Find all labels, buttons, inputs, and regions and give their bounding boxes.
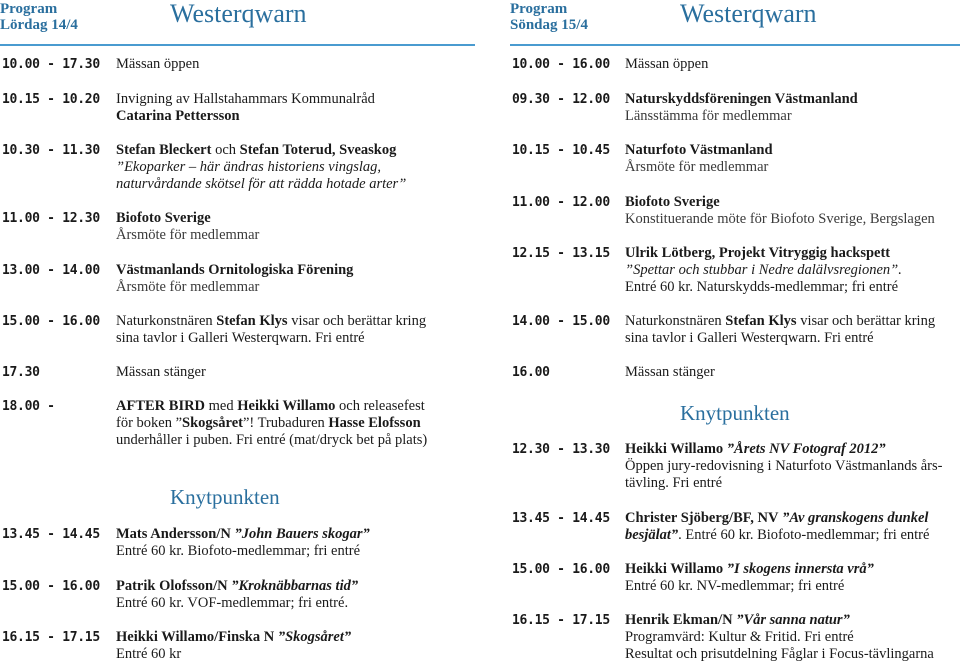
row-time: 17.30	[2, 365, 40, 380]
talk-title: ”Ekoparker – här ändras historiens vingslag,	[116, 159, 382, 175]
speaker-name: Heikki Willamo	[625, 441, 724, 457]
talk-title: naturvårdande skötsel för att rädda hotade arter”	[116, 176, 407, 192]
row-text: Årsmöte för medlemmar	[116, 279, 260, 295]
sunday-heading	[510, 0, 960, 44]
row-time: 16.15 - 17.15	[512, 613, 610, 628]
row-text: visar och berättar kring	[287, 313, 427, 329]
row-text: Mässan öppen	[116, 56, 200, 72]
row-desc	[116, 629, 475, 663]
row-text: Öppen jury-redovisning i Naturfoto Västmanlands års-	[625, 458, 943, 474]
row-text: Mässan stänger	[116, 364, 206, 380]
row-time: 14.00 - 15.00	[512, 314, 610, 329]
book-title: Skogsåret	[182, 415, 243, 431]
talk-title: ”Av granskogens dunkel	[778, 510, 929, 526]
row-text: . Entré 60 kr. Biofoto-medlemmar; fri entré	[678, 527, 930, 543]
row-text: Catarina Pettersson	[116, 108, 240, 124]
row-time: 10.00 - 17.30	[2, 57, 100, 72]
row-desc	[625, 91, 960, 125]
row-time: 09.30 - 12.00	[512, 92, 610, 107]
row-text: tävling. Fri entré	[625, 475, 723, 491]
row-text: underhåller i puben. Fri entré (mat/dryck bet på plats)	[116, 432, 428, 448]
row-text: sina tavlor i Galleri Westerqwarn. Fri entré	[116, 330, 365, 346]
speaker-name: Heikki Willamo/Finska N	[116, 629, 275, 645]
event-name: AFTER BIRD	[116, 398, 206, 414]
row-time: 13.45 - 14.45	[512, 511, 610, 526]
row-desc	[116, 526, 475, 560]
row-desc	[625, 194, 960, 228]
org-name: Naturskyddsföreningen Västmanland	[625, 91, 858, 107]
row-desc	[625, 612, 960, 663]
speaker-name: Patrik Olofsson/N	[116, 578, 228, 594]
row-desc	[116, 210, 475, 244]
row-text: Entré 60 kr. NV-medlemmar; fri entré	[625, 578, 845, 594]
talk-title: ”Skogsåret”	[274, 629, 352, 645]
org-name: Biofoto Sverige	[116, 210, 211, 226]
row-time: 10.15 - 10.20	[2, 92, 100, 107]
row-time: 11.00 - 12.00	[512, 195, 610, 210]
row-time: 16.15 - 17.15	[2, 630, 100, 645]
brand-title: Westerqwarn	[170, 0, 307, 28]
day-label: Söndag 15/4	[510, 17, 588, 33]
row-desc	[116, 56, 475, 73]
row-desc	[116, 262, 475, 296]
row-text: Naturkonstnären	[625, 313, 726, 329]
row-text: Resultat och prisutdelning Fåglar i Focus-tävlingarna	[625, 646, 934, 662]
row-time: 16.00	[512, 365, 550, 380]
row-time: 12.30 - 13.30	[512, 442, 610, 457]
row-desc	[116, 313, 475, 347]
talk-title: ”Kroknäbbarnas tid”	[227, 578, 359, 594]
saturday-column	[0, 0, 475, 664]
row-time: 18.00 -	[2, 399, 55, 414]
talk-title: ”Vår sanna natur”	[732, 612, 850, 628]
day-label: Lördag 14/4	[0, 17, 78, 33]
program-label	[0, 1, 78, 33]
org-name: Naturfoto Västmanland	[625, 142, 773, 158]
row-desc	[625, 245, 960, 296]
section-title: Knytpunkten	[170, 485, 280, 509]
row-text: sina tavlor i Galleri Westerqwarn. Fri entré	[625, 330, 874, 346]
row-time: 10.00 - 16.00	[512, 57, 610, 72]
row-time: 12.15 - 13.15	[512, 246, 610, 261]
speaker-name: Heikki Willamo	[625, 561, 724, 577]
row-text: med	[205, 398, 238, 414]
row-desc	[625, 142, 960, 176]
row-time: 15.00 - 16.00	[512, 562, 610, 577]
row-time: 13.00 - 14.00	[2, 263, 100, 278]
speaker-name: Stefan Klys	[216, 313, 288, 329]
row-text: för boken ”	[116, 415, 183, 431]
row-time: 10.30 - 11.30	[2, 143, 100, 158]
talk-title: ”Spettar och stubbar i Nedre dalälvsregionen”.	[625, 262, 902, 278]
talk-title: ”John Bauers skogar”	[230, 526, 370, 542]
section-title: Knytpunkten	[680, 401, 790, 425]
talk-title: besjälat”	[625, 527, 679, 543]
row-text: och	[211, 142, 240, 158]
row-time: 13.45 - 14.45	[2, 527, 100, 542]
org-name: Västmanlands Ornitologiska Förening	[116, 262, 354, 278]
row-desc	[625, 510, 960, 544]
row-desc	[116, 398, 475, 449]
speaker-name: Stefan Klys	[725, 313, 797, 329]
brand-title: Westerqwarn	[680, 0, 817, 28]
heading-rule	[510, 44, 960, 46]
speaker-name: Christer Sjöberg/BF, NV	[625, 510, 779, 526]
row-text: Entré 60 kr. Biofoto-medlemmar; fri entré	[116, 543, 361, 559]
speaker-name: Mats Andersson/N	[116, 526, 231, 542]
program-label	[510, 1, 588, 33]
row-text: Naturkonstnären	[116, 313, 217, 329]
row-time: 10.15 - 10.45	[512, 143, 610, 158]
sunday-column	[510, 0, 960, 664]
row-text: visar och berättar kring	[796, 313, 936, 329]
row-text: Entré 60 kr. VOF-medlemmar; fri entré.	[116, 595, 349, 611]
speaker-name: Stefan Bleckert	[116, 142, 212, 158]
row-text: och releasefest	[335, 398, 425, 414]
row-desc	[116, 364, 475, 381]
speaker-name: Henrik Ekman/N	[625, 612, 733, 628]
talk-title: ”I skogens innersta vrå”	[723, 561, 874, 577]
row-text: Mässan stänger	[625, 364, 715, 380]
row-time: 15.00 - 16.00	[2, 314, 100, 329]
row-text: Länsstämma för medlemmar	[625, 108, 792, 124]
row-time: 11.00 - 12.30	[2, 211, 100, 226]
row-text: Entré 60 kr	[116, 646, 182, 662]
heading-rule	[0, 44, 475, 46]
program-title: Program	[0, 1, 58, 17]
row-time: 15.00 - 16.00	[2, 579, 100, 594]
row-text: ”! Trubaduren	[243, 415, 329, 431]
row-text: Entré 60 kr. Naturskydds-medlemmar; fri entré	[625, 279, 899, 295]
row-desc	[625, 364, 960, 381]
speaker-name: Ulrik Lötberg, Projekt Vitryggig hackspett	[625, 245, 891, 261]
row-desc	[625, 56, 960, 73]
row-desc	[116, 142, 475, 193]
performer-name: Hasse Elofsson	[328, 415, 421, 431]
row-text: Mässan öppen	[625, 56, 709, 72]
speaker-name: Stefan Toterud, Sveaskog	[239, 142, 397, 158]
saturday-heading	[0, 0, 475, 44]
row-desc	[625, 441, 960, 492]
row-desc	[116, 91, 475, 125]
row-desc	[116, 578, 475, 612]
row-text: Konstituerande möte för Biofoto Sverige, Bergslagen	[625, 211, 935, 227]
row-text: Årsmöte för medlemmar	[625, 159, 769, 175]
row-desc	[625, 313, 960, 347]
row-text: Invigning av Hallstahammars Kommunalråd	[116, 91, 375, 107]
row-desc	[625, 561, 960, 595]
row-text: Programvärd: Kultur & Fritid. Fri entré	[625, 629, 854, 645]
program-title: Program	[510, 1, 568, 17]
talk-title: ”Årets NV Fotograf 2012”	[723, 441, 886, 457]
org-name: Biofoto Sverige	[625, 194, 720, 210]
speaker-name: Heikki Willamo	[237, 398, 336, 414]
row-text: Årsmöte för medlemmar	[116, 227, 260, 243]
